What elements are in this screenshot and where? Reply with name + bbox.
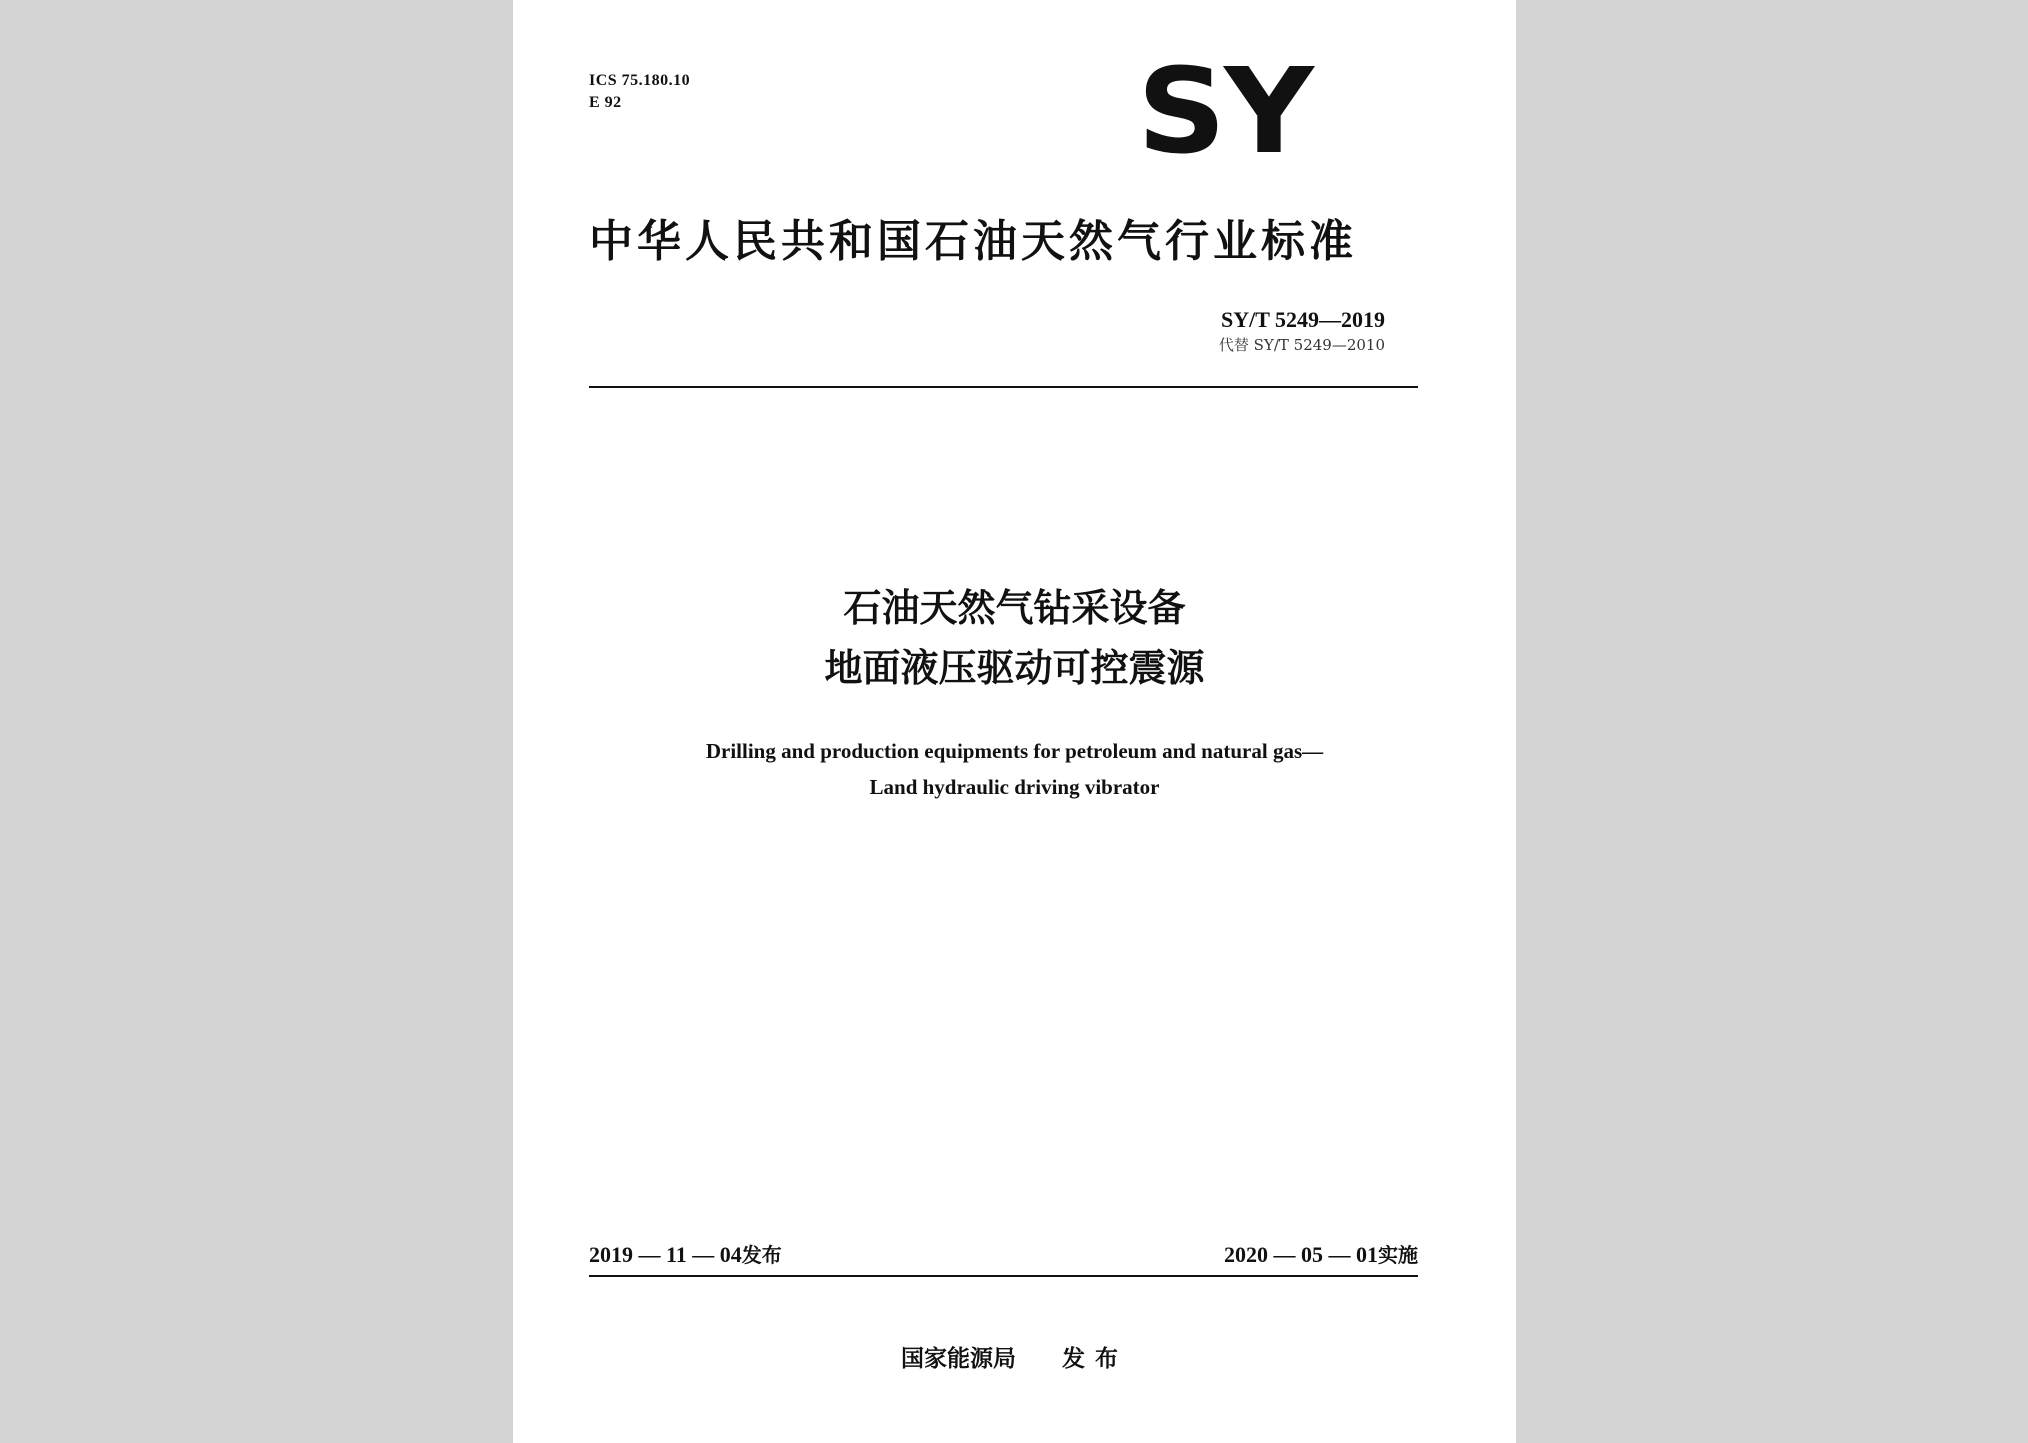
publisher-label: 发布 (1062, 1346, 1128, 1372)
industry-standard-heading: 中华人民共和国石油天然气行业标准 (589, 216, 1357, 267)
ccs-code: E 92 (589, 94, 622, 111)
replaces-code: 代替 SY/T 5249—2010 (1218, 336, 1385, 354)
issue-date (589, 1240, 782, 1270)
title-chinese-line2: 地面液压驱动可控震源 (824, 646, 1205, 690)
implementation-date-value: 2020 — 05 — 01 (1224, 1242, 1378, 1267)
title-chinese-line1: 石油天然气钻采设备 (843, 586, 1186, 630)
standard-code: SY/T 5249—2019 (1220, 307, 1385, 332)
publisher-name: 国家能源局 (901, 1346, 1016, 1372)
title-english-line1: Drilling and production equipments for petroleum and natural gas— (705, 739, 1324, 763)
standard-code-block (1219, 306, 1385, 356)
publisher (513, 1343, 1516, 1375)
bottom-divider (589, 1275, 1418, 1277)
ics-code: ICS 75.180.10 (589, 72, 691, 89)
title-chinese (513, 578, 1516, 698)
document-page (513, 0, 1516, 1443)
issue-date-value: 2019 — 11 — 04 (589, 1242, 742, 1267)
title-english (513, 733, 1516, 805)
title-english-line2: Land hydraulic driving vibrator (869, 775, 1160, 799)
issue-date-label: 发布 (741, 1243, 782, 1267)
implementation-date-label: 实施 (1378, 1243, 1418, 1267)
sy-logo: SY (1137, 42, 1312, 180)
implementation-date (1224, 1240, 1418, 1270)
top-divider (589, 386, 1418, 388)
classification-codes (589, 70, 690, 114)
